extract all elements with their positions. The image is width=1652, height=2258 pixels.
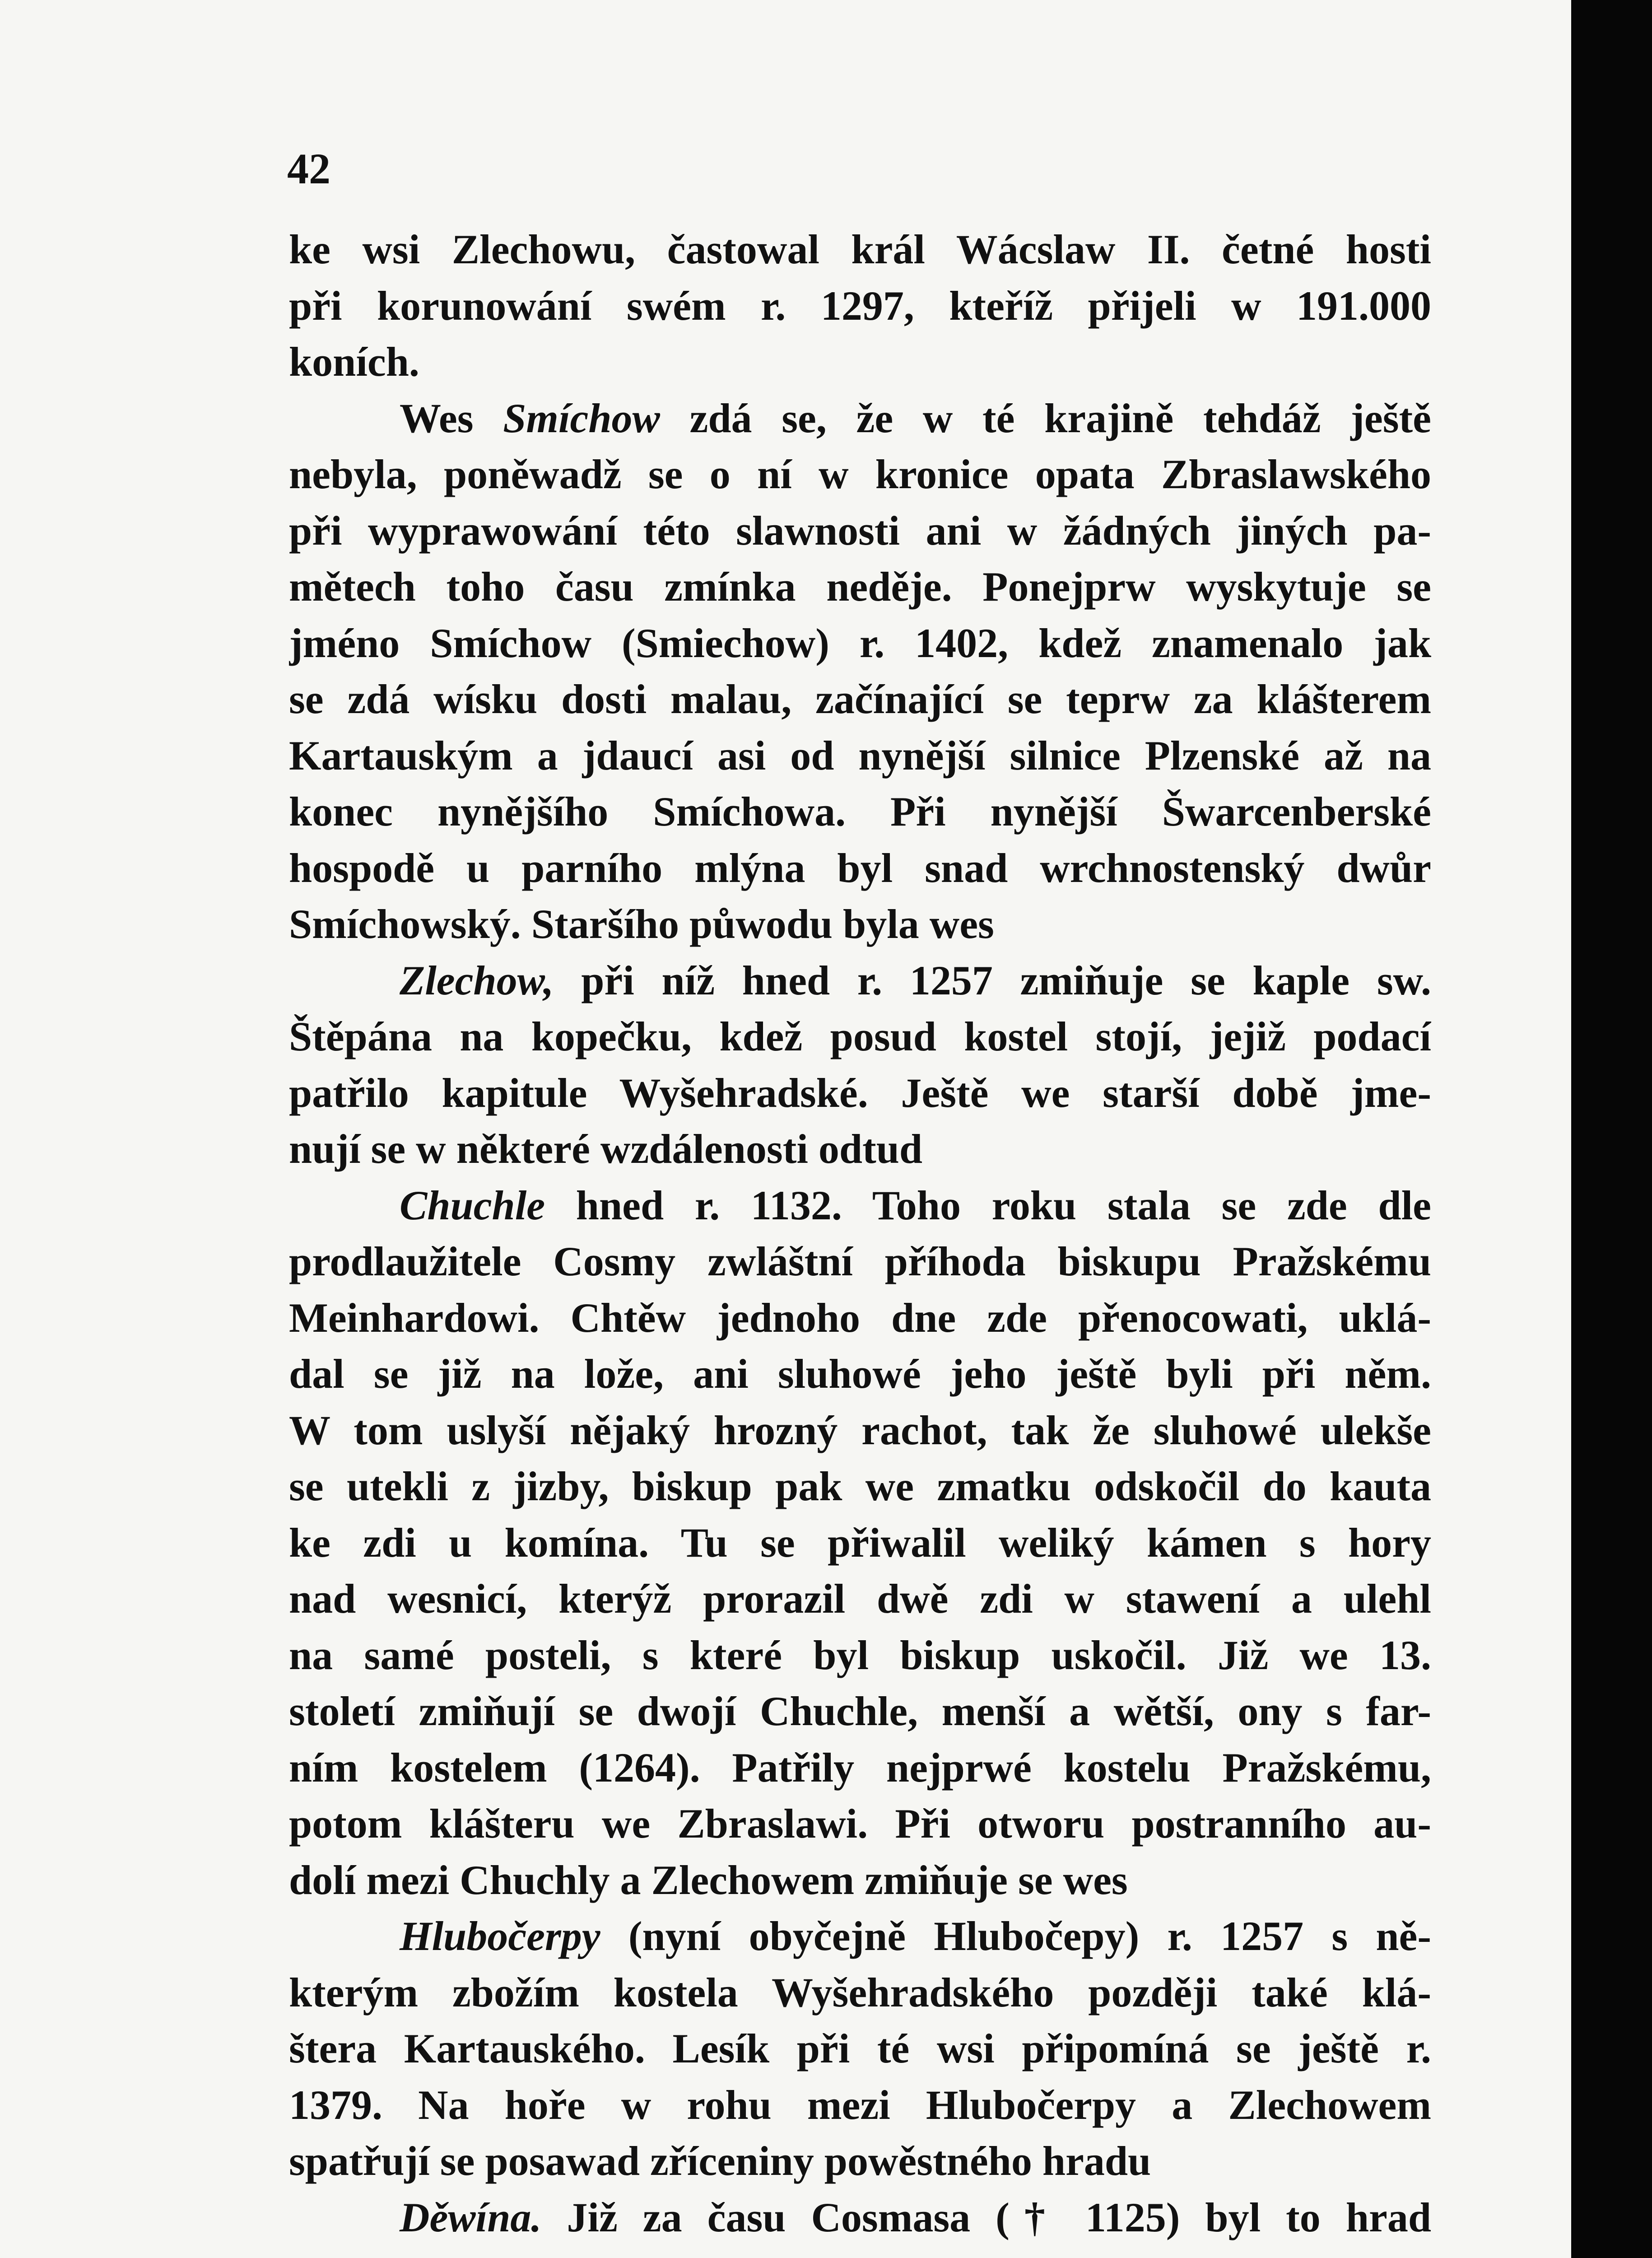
text-run: spatřují se posawad zříceniny powěstného hradu xyxy=(289,2138,1151,2184)
text-run: Štěpána na kopečku, kdež posud kostel stojí, jejiž podací xyxy=(289,1013,1431,1059)
text-line xyxy=(289,1008,1431,1065)
text-line xyxy=(289,278,1431,334)
text-run: (nyní obyčejně Hlubočepy) r. 1257 s ně- xyxy=(600,1913,1431,1959)
text-line xyxy=(289,1796,1431,1852)
text-line xyxy=(289,2077,1431,2133)
text-line xyxy=(289,1233,1431,1290)
text-run: století zmiňují se dwojí Chuchle, menší a wětší, ony s far- xyxy=(289,1688,1431,1734)
text-line xyxy=(289,1683,1431,1740)
scan-edge xyxy=(1571,0,1652,2258)
text-run: prodlaužitele Cosmy zwláštní příhoda biskupu Pražskému xyxy=(289,1238,1431,1284)
text-run: koních. xyxy=(289,339,419,385)
text-line xyxy=(289,2189,1431,2246)
text-line xyxy=(289,896,1431,952)
text-run: W tom uslyší nějaký hrozný rachot, tak že sluhowé ulekše xyxy=(289,1407,1431,1453)
italic-place-name: Děwína. xyxy=(400,2194,542,2240)
text-run: se utekli z jizby, biskup pak we zmatku odskočil do kauta xyxy=(289,1463,1431,1509)
text-line xyxy=(289,671,1431,728)
text-line xyxy=(289,2020,1431,2077)
text-line xyxy=(289,334,1431,390)
text-run: Meinhardowi. Chtěw jednoho dne zde přenocowati, uklá- xyxy=(289,1294,1431,1341)
text-run: nebyla, poněwadž se o ní w kronice opata Zbraslawského xyxy=(289,451,1431,497)
body-text xyxy=(289,221,1431,2245)
text-run: ním kostelem (1264). Patřily nejprwé kostelu Pražskému, xyxy=(289,1744,1431,1791)
text-line xyxy=(289,1515,1431,1571)
text-line xyxy=(289,728,1431,784)
text-line xyxy=(289,1571,1431,1627)
text-run: se zdá wísku dosti malau, začínající se teprw za klášterem xyxy=(289,676,1431,722)
text-run: potom klášteru we Zbraslawi. Při otworu postranního au- xyxy=(289,1801,1431,1847)
text-line xyxy=(289,1290,1431,1346)
text-run: na samé posteli, s které byl biskup uskočil. Již we 13. xyxy=(289,1632,1431,1678)
text-run: mětech toho času zmínka neděje. Ponejprw wyskytuje se xyxy=(289,564,1431,610)
text-line xyxy=(289,1065,1431,1121)
text-run: jméno Smíchow (Smiechow) r. 1402, kdež znamenalo jak xyxy=(289,620,1431,666)
text-line xyxy=(289,1740,1431,1796)
text-run: při wyprawowání této slawnosti ani w žádných jiných pa- xyxy=(289,507,1431,554)
text-run: nad wesnicí, kterýž prorazil dwě zdi w stawení a ulehl xyxy=(289,1576,1431,1622)
page-number: 42 xyxy=(287,145,330,193)
text-run: Wes xyxy=(400,395,503,441)
text-line xyxy=(289,1908,1431,1964)
text-run: při níž hned r. 1257 zmiňuje se kaple sw. xyxy=(554,957,1431,1003)
text-run: konec nynějšího Smíchowa. Při nynější Šwarcenberské xyxy=(289,788,1431,835)
italic-place-name: Chuchle xyxy=(400,1182,545,1228)
text-line xyxy=(289,1458,1431,1515)
text-run: dal se již na lože, ani sluhowé jeho ještě byli při něm. xyxy=(289,1351,1431,1397)
text-line xyxy=(289,503,1431,559)
text-line xyxy=(289,221,1431,278)
text-line xyxy=(289,1627,1431,1684)
text-run: dolí mezi Chuchly a Zlechowem zmiňuje se wes xyxy=(289,1857,1128,1903)
text-line xyxy=(289,446,1431,503)
italic-place-name: Zlechow, xyxy=(400,957,554,1003)
text-line xyxy=(289,1346,1431,1402)
text-line xyxy=(289,390,1431,447)
text-line xyxy=(289,784,1431,840)
text-line xyxy=(289,840,1431,896)
text-line xyxy=(289,1121,1431,1177)
text-run: štera Kartauského. Lesík při té wsi připomíná se ještě r. xyxy=(289,2025,1431,2071)
text-run: Kartauským a jdaucí asi od nynější silnice Plzenské až na xyxy=(289,732,1431,779)
text-line xyxy=(289,1402,1431,1459)
text-run: ke wsi Zlechowu, častowal král Wácslaw II. četné hosti xyxy=(289,226,1431,272)
text-run: nují se w některé wzdálenosti odtud xyxy=(289,1126,923,1172)
text-run: při korunowání swém r. 1297, kteříž přijeli w 191.000 xyxy=(289,282,1431,329)
text-run: hospodě u parního mlýna byl snad wrchnostenský dwůr xyxy=(289,844,1431,891)
text-line xyxy=(289,615,1431,672)
text-run: 1379. Na hoře w rohu mezi Hlubočerpy a Zlechowem xyxy=(289,2081,1431,2128)
text-run: patřilo kapitule Wyšehradské. Ještě we starší době jme- xyxy=(289,1069,1431,1116)
text-run: zdá se, že w té krajině tehdáž ještě xyxy=(660,395,1431,441)
text-run: ke zdi u komína. Tu se přiwalil weliký kámen s hory xyxy=(289,1519,1431,1566)
italic-place-name: Hlubočerpy xyxy=(400,1913,600,1959)
text-run: Smíchowský. Staršího půwodu byla wes xyxy=(289,901,994,947)
text-line xyxy=(289,559,1431,615)
text-line xyxy=(289,1852,1431,1908)
text-line xyxy=(289,1177,1431,1234)
italic-place-name: Smíchow xyxy=(503,395,660,441)
text-run: kterým zbožím kostela Wyšehradského později také klá- xyxy=(289,1969,1431,2015)
text-run: hned r. 1132. Toho roku stala se zde dle xyxy=(545,1182,1431,1228)
text-line xyxy=(289,2133,1431,2189)
text-line xyxy=(289,1964,1431,2021)
text-run: Již za času Cosmasa († 1125) byl to hrad xyxy=(541,2194,1431,2240)
text-line xyxy=(289,952,1431,1009)
